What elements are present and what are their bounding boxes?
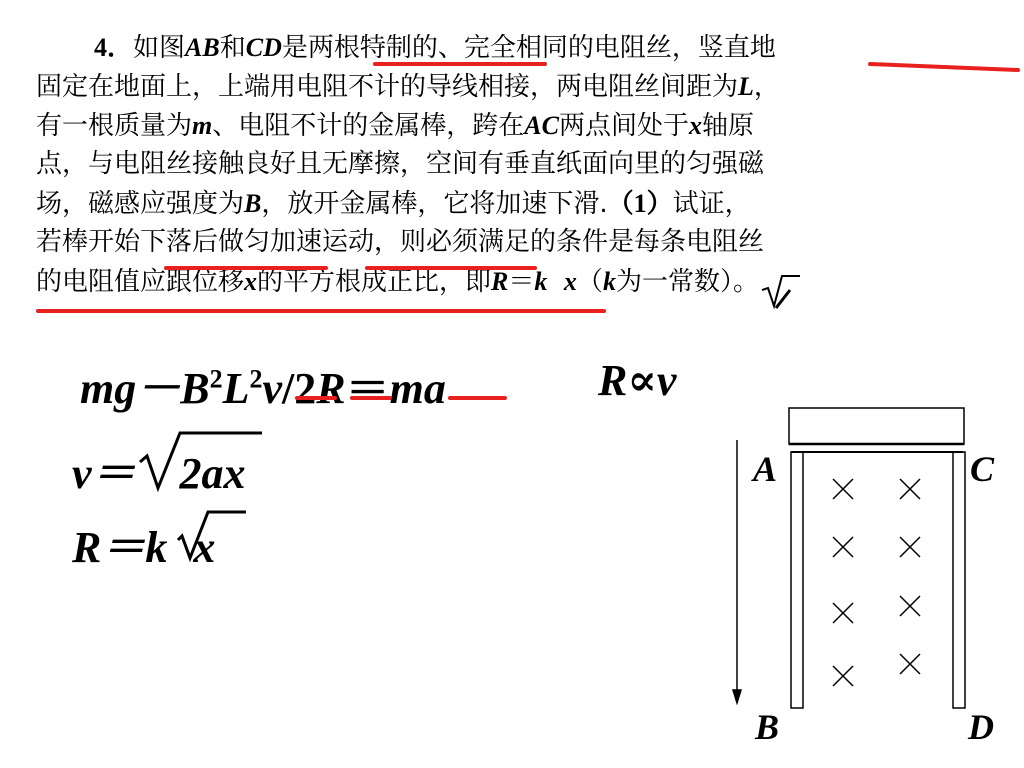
field-cross-mark <box>833 603 853 623</box>
problem-text-run: L <box>738 72 754 101</box>
eq2-left: v＝ <box>72 449 136 498</box>
problem-text-run: 两点间处于 <box>558 111 689 141</box>
problem-text-run: AB <box>185 33 220 62</box>
field-cross-mark <box>833 666 853 686</box>
problem-text-run: x <box>563 267 577 296</box>
problem-text-run: k <box>602 267 616 296</box>
problem-text-run: 和 <box>219 33 246 63</box>
problem-text-run: CD <box>245 33 282 62</box>
proportionality-text: R∝v <box>598 356 677 405</box>
problem-text-run: 有一根质量为 <box>36 111 193 141</box>
label-A: A <box>753 449 778 489</box>
label-C: C <box>970 449 995 489</box>
eq2-radicand: 2ax <box>179 449 246 498</box>
problem-text-run: 4． <box>94 33 134 62</box>
problem-text-run: k <box>534 267 548 296</box>
top-connector <box>789 408 964 444</box>
magnetic-field-marks <box>833 479 920 686</box>
problem-text-run: x <box>688 111 702 140</box>
wire-AB <box>791 452 803 708</box>
problem-text-run: 如图 <box>133 33 186 63</box>
eq3-left: R＝k <box>72 523 168 572</box>
problem-text-run: 的电阻值应跟位移 <box>36 267 245 297</box>
problem-text-run: ， <box>753 72 780 102</box>
field-cross-mark <box>900 537 920 557</box>
eq1-v: v <box>262 364 282 413</box>
label-B: B <box>755 707 780 747</box>
eq1-sup2: 2 <box>249 364 263 394</box>
problem-text-run: （ <box>576 267 603 297</box>
problem-text-run: （1） <box>607 189 673 218</box>
problem-text-run: 固定在地面上，上端用电阻不计的导线相接，两电阻丝间距为 <box>36 72 739 102</box>
eq1-R: R <box>316 364 346 413</box>
eq1-sup1: 2 <box>209 364 223 394</box>
eq1-part-c: /2 <box>282 364 317 413</box>
field-cross-mark <box>900 654 920 674</box>
field-cross-mark <box>833 537 853 557</box>
problem-text-run: 点，与电阻丝接触良好且无摩擦，空间有垂直纸面向里的匀强磁 <box>36 149 765 179</box>
label-D: D <box>968 707 994 747</box>
wire-CD <box>953 452 965 708</box>
eq1-part-b: L <box>222 364 250 413</box>
red-underlines <box>38 64 1018 398</box>
underline-vertical <box>870 64 1018 70</box>
sqrt-sign-2ax <box>140 433 262 488</box>
eq1-part-a: mg－B <box>80 364 210 413</box>
field-cross-mark <box>900 596 920 616</box>
problem-text-run: 场，磁感应强度为 <box>36 189 245 219</box>
problem-text-run: ，放开金属棒，它将加速下滑. <box>261 189 608 219</box>
sqrt-sign-x <box>178 512 246 558</box>
problem-text-run: B <box>244 189 262 218</box>
field-cross-mark <box>833 479 853 499</box>
problem-text-run: m <box>192 111 213 140</box>
problem-text-run: 的平方根成正比，即 <box>257 267 492 297</box>
problem-text-run: 为一常数）。 <box>615 267 759 297</box>
problem-text-run: ＝ <box>508 267 535 297</box>
problem-text-run: 试证， <box>672 189 751 219</box>
problem-text-run: 若棒开始下落后做匀加速运动，则必须满足的条件是每条电阻丝 <box>36 227 765 257</box>
problem-text-run: R <box>491 267 509 296</box>
eq1-equals: ＝ <box>345 364 390 413</box>
x-axis-arrow <box>733 690 741 703</box>
eq3-radicand: x <box>193 523 216 572</box>
eq1-ma: ma <box>389 364 446 413</box>
problem-text-run: 是两根特制的、完全相同的电阻丝，竖直地 <box>281 33 776 63</box>
problem-text-run: 轴原 <box>701 111 754 141</box>
problem-text-run: AC <box>524 111 559 140</box>
field-cross-mark <box>900 479 920 499</box>
problem-text-run: 、电阻不计的金属棒，跨在 <box>212 111 525 141</box>
problem-text-run: x <box>244 267 258 296</box>
